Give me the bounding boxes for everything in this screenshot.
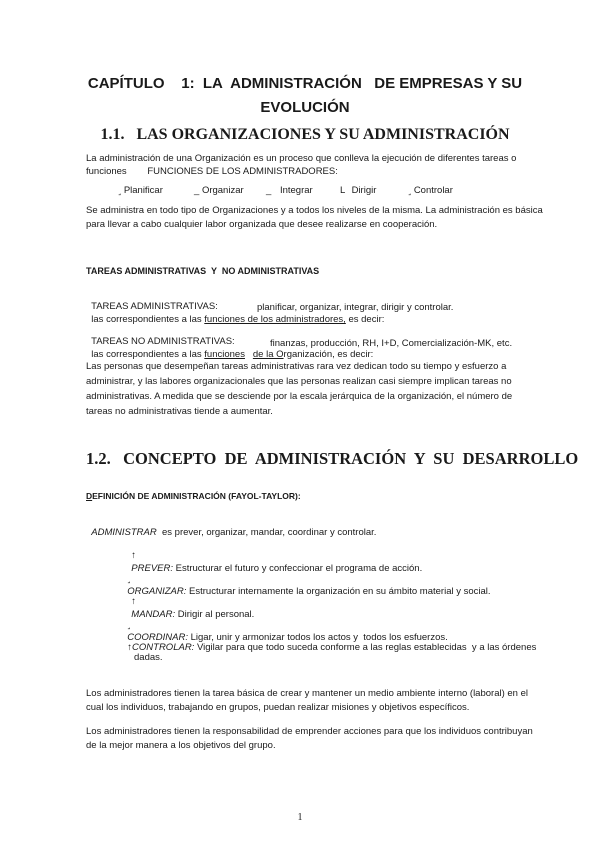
fayol-item-controlar-cont: dadas.	[134, 652, 163, 663]
chapter-title-line2: EVOLUCIÓN	[260, 99, 350, 116]
definition-heading	[86, 490, 301, 502]
definition-text: es prever, organizar, mandar, coordinar y controlar.	[156, 527, 377, 538]
bullet-icon: ˼	[127, 619, 131, 630]
item-text: Estructurar el futuro y confeccionar el programa de acción.	[173, 563, 423, 574]
section-1-heading: 1.1. LAS ORGANIZACIONES Y SU ADMINISTRACIÓN	[100, 126, 510, 143]
paragraph-3-line1: Las personas que desempeñan tareas administrativas rara vez dedican todo su tiempo y esfuerzo a	[86, 361, 507, 372]
paragraph-4-line2: cual los individuos, trabajando en grupos, puedan realizar misiones y objetivos específicos.	[86, 702, 470, 713]
nonadmin-spacer	[245, 349, 253, 360]
admin-functions-link: funciones de los administradores,	[204, 314, 346, 325]
item-text: Ligar, unir y armonizar todos los actos y todos los esfuerzos.	[187, 632, 448, 643]
paragraph-2-line1: Se administra en todo tipo de Organizaciones y a todos los niveles de la misma. La administración es básica	[86, 205, 543, 216]
page-number: 1	[297, 812, 303, 823]
bullet-icon: ˼	[118, 185, 122, 196]
nonadmin-tasks-line2: finanzas, producción, RH, I+D, Comercialización-MK, etc.	[270, 338, 513, 349]
item-term: PREVER:	[131, 563, 173, 574]
nonadmin-tasks-label: TAREAS NO ADMINISTRATIVAS:	[91, 336, 235, 347]
function-label: Dirigir	[351, 185, 377, 196]
item-text: Vigilar para que todo suceda conforme a las reglas establecidas y a las órdenes	[194, 642, 537, 653]
admin-tasks-label: TAREAS ADMINISTRATIVAS:	[91, 301, 218, 312]
nonadmin-functions-link: funciones	[204, 349, 245, 360]
functions-list	[118, 184, 558, 198]
bullet-icon: ˼	[127, 573, 131, 584]
function-item-dirigir	[340, 184, 376, 197]
function-label: Planificar	[123, 185, 163, 196]
paragraph-5-line2: de la mejor manera a los objetivos del grupo.	[86, 740, 276, 751]
arrow-icon: ↑	[131, 550, 137, 561]
paragraph-1-line1: La administración de una Organización es un proceso que conlleva la ejecución de diferentes tareas o	[86, 153, 517, 164]
paragraph-5-line1: Los administradores tienen la responsabilidad de emprender acciones para que los individuos contribuyan	[86, 726, 533, 737]
item-text: Estructurar internamente la organización en su ámbito material y social.	[186, 586, 491, 597]
chapter-title-line1: CAPÍTULO 1: LA ADMINISTRACIÓN DE EMPRESAS Y SU	[87, 75, 523, 92]
nonadmin-org-link: de la O	[252, 349, 284, 360]
item-term: COORDINAR:	[127, 632, 188, 643]
function-label: Controlar	[413, 185, 453, 196]
fayol-item-controlar	[122, 628, 572, 654]
bullet-icon: ˼	[408, 185, 412, 196]
item-text: Dirigir al personal.	[175, 609, 255, 620]
item-term: CONTROLAR:	[132, 642, 195, 653]
paragraph-3-line2: administrar, y las labores organizacionales que las personas realizan casi siempre implican tareas no	[86, 376, 512, 387]
paragraph-3-line4: tareas no administrativas tiende a aumentar.	[86, 406, 273, 417]
bullet-icon: _	[194, 185, 200, 196]
definition-heading-text: EFINICIÓN DE ADMINISTRACIÓN (FAYOL-TAYLOR):	[92, 491, 301, 501]
definition-term: ADMINISTRAR	[91, 527, 157, 538]
nonadmin-tasks-text: las correspondientes a las	[91, 349, 205, 360]
paragraph-4-line1: Los administradores tienen la tarea básica de crear y mantener un medio ambiente interno (laboral) en el	[86, 688, 528, 699]
nonadmin-tasks-text-end: rganización, es decir:	[283, 349, 374, 360]
admin-tasks-text-end: es decir:	[345, 314, 385, 325]
function-item-planificar	[118, 184, 163, 197]
functions-label: FUNCIONES DE LOS ADMINISTRADORES:	[147, 166, 338, 177]
definition-heading-initial: D	[86, 491, 93, 501]
admin-tasks-text: las correspondientes a las	[91, 314, 205, 325]
arrow-icon: ↑	[127, 642, 133, 653]
bullet-icon: _	[266, 185, 272, 196]
arrow-icon: ↑	[131, 596, 137, 607]
admin-tasks-line2: planificar, organizar, integrar, dirigir y controlar.	[257, 302, 454, 313]
bullet-icon: L	[340, 185, 345, 196]
function-label: Integrar	[279, 185, 313, 196]
item-term: ORGANIZAR:	[127, 586, 187, 597]
paragraph-3-line3: administrativas. A medida que se desciende por la escala jerárquica de la organización, el número de	[86, 391, 513, 402]
item-term: MANDAR:	[131, 609, 176, 620]
function-item-integrar	[266, 184, 313, 197]
chapter-title	[60, 72, 550, 120]
function-item-organizar	[194, 184, 244, 197]
tasks-heading: TAREAS ADMINISTRATIVAS Y NO ADMINISTRATIVAS	[86, 266, 320, 276]
paragraph-1-line2	[86, 165, 556, 178]
paragraph-2-line2: para llevar a cabo cualquier labor organizada que desee realizarse en cooperación.	[86, 219, 438, 230]
function-label: Organizar	[201, 185, 244, 196]
paragraph-1-functions-word: funciones	[86, 166, 127, 177]
function-item-controlar	[408, 184, 453, 197]
section-2-heading: 1.2. CONCEPTO DE ADMINISTRACIÓN Y SU DESARROLLO	[86, 449, 579, 468]
